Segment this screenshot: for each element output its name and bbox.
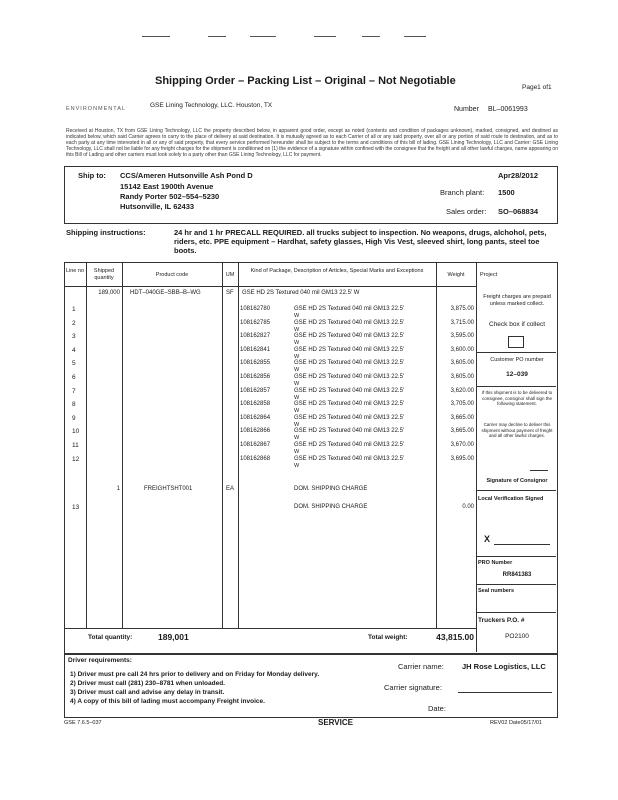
row-width-suffix: W [294,327,300,333]
freight-um: EA [226,486,235,492]
line13-number: 13 [72,504,80,511]
scan-mark [250,36,276,37]
decline-note: Carrier may decline to deliver this shipment without payment of freight and all other lawful charges. [481,422,553,438]
footer-right: REV02 Date05/17/01 [490,720,542,726]
row-line-number: 10 [72,428,80,435]
driver-item-4: 4) A copy of this bill of lading must accompany Freight invoice. [70,698,265,705]
main-um: SF [226,290,234,296]
footer-left: GSE 7.6.5–037 [64,720,102,726]
driver-item-2: 2) Driver must call (281) 230–8781 when unloaded. [70,680,225,687]
row-description: GSE HD 2S Textured 040 mil GM13 22.5' [294,415,405,421]
row-serial: 108162841 [240,347,271,353]
main-description: GSE HD 2S Textured 040 mil GM13 22.5' W [242,290,360,296]
side-divider [476,386,556,387]
row-line-number: 6 [72,374,76,381]
table-total-divider [64,628,476,629]
header-line: Line no [65,268,85,274]
branch-value: 1500 [498,188,515,197]
col-divider [238,262,239,628]
row-line-number: 3 [72,333,76,340]
col-divider [122,262,123,628]
page-number: Page1 of1 [522,84,552,91]
row-line-number: 5 [72,360,76,367]
row-description: GSE HD 2S Textured 040 mil GM13 22.5' [294,320,405,326]
number-value: BL–0061993 [488,106,528,113]
row-serial: 108162858 [240,401,271,407]
row-serial: 108162856 [240,374,271,380]
logo-text: ENVIRONMENTAL [66,106,126,112]
row-weight: 3,595.00 [450,333,474,339]
collect-label: Check box if collect [489,321,545,328]
ship-to-city: Hutsonville, IL 62433 [120,202,195,211]
branch-label: Branch plant: [440,188,485,197]
pro-value: RR841383 [502,572,532,578]
row-width-suffix: W [294,354,300,360]
legal-terms: Received at Houston, TX from GSE Lining Technology, LLC the property described below, in apparent good order, except as noted (contents and condition of packages unknown), marked, consigned, and destined as indicated below, which said Carrier agrees to carry to the place of delivery at said destination. It is mutually agreed as to each Carrier of all or any said property, over all or any portion of said route to destination, and as to each party at any time interested in all or any of said property, that every service performed hereunder shall be subject to the terms and conditions of this bill of lading. GSE Lining Technology, LLC and Carrier: GSE Lining Technology, LLC shall not be liable for any freight charges for the shipment is conditioned on (1) the evidence of a signature within confined with the consignee that the freight and all other lawful charges, name appearing on this Bill of Lading and other carriers must look solely to a party other than GSE Lining Technology, LLC for payment. [66,128,558,158]
scan-mark [404,36,426,37]
total-weight-value: 43,815.00 [436,632,474,642]
row-serial: 108162867 [240,442,271,448]
header-shipped: Shipped quantity [93,268,115,281]
po-value: 12–039 [506,371,528,378]
row-line-number: 11 [72,442,79,449]
sales-order-label: Sales order: [446,207,487,216]
row-description: GSE HD 2S Textured 040 mil GM13 22.5' [294,333,405,339]
signature-line [494,544,550,545]
row-description: GSE HD 2S Textured 040 mil GM13 22.5' [294,442,405,448]
row-width-suffix: W [294,422,300,428]
row-width-suffix: W [294,435,300,441]
row-width-suffix: W [294,340,300,346]
row-description: GSE HD 2S Textured 040 mil GM13 22.5' [294,428,405,434]
po-label: Customer PO number [490,357,544,363]
document-title: Shipping Order – Packing List – Original – Not Negotiable [155,75,456,87]
collect-checkbox[interactable] [508,336,524,348]
truckers-po-value: PO2100 [505,633,529,640]
row-serial: 108162866 [240,428,271,434]
row-line-number: 12 [72,456,80,463]
freight-product: FREIGHTSHT001 [144,486,193,492]
row-width-suffix: W [294,313,300,319]
freight-quantity: 1 [116,486,120,492]
scan-mark [142,36,170,37]
instructions-text: 24 hr and 1 hr PRECALL REQUIRED. all trucks subject to inspection. No weapons, drugs, alchohol, pets, riders, etc. PPE equipment – Hardhat, safety glasses, High Vis Vest, sleeved shirt, long pants, steel toe boots. [174,228,547,255]
row-width-suffix: W [294,395,300,401]
main-product: HDT–040GE–SBB–B–WG [130,290,201,296]
row-weight: 3,715.00 [450,320,474,326]
row-weight: 3,670.00 [450,442,474,448]
order-date: Apr28/2012 [498,171,539,180]
row-line-number: 4 [72,347,76,354]
local-verification-label: Local Verification Signed [478,496,544,502]
row-description: GSE HD 2S Textured 040 mil GM13 22.5' [294,347,405,353]
driver-title: Driver requirements: [68,657,132,664]
header-product: Product code [155,272,189,278]
row-serial: 108162857 [240,388,271,394]
total-quantity-value: 189,001 [158,632,189,642]
footer-center: SERVICE [318,718,353,727]
row-weight: 3,600.00 [450,347,474,353]
col-divider [436,262,437,628]
line13-weight: 0.00 [462,504,474,510]
header-project: Project [480,272,498,278]
row-weight: 3,605.00 [450,374,474,380]
sales-order-value: SO–068834 [498,207,539,216]
row-width-suffix: W [294,463,300,469]
consignor-signature-label: Signature of Consignor [486,478,548,484]
row-width-suffix: W [294,381,300,387]
prepaid-note: Freight charges are prepaid unless marked collect. [483,294,551,307]
truckers-po-label: Truckers P.O. # [478,617,525,624]
row-description: GSE HD 2S Textured 040 mil GM13 22.5' [294,388,405,394]
row-serial: 108162864 [240,415,271,421]
row-serial: 108162785 [240,320,271,326]
row-description: GSE HD 2S Textured 040 mil GM13 22.5' [294,456,405,462]
row-serial: 108162780 [240,306,271,312]
row-line-number: 9 [72,415,76,422]
row-width-suffix: W [294,449,300,455]
instructions-label: Shipping instructions: [66,228,146,237]
side-divider [476,490,556,491]
carrier-name-label: Carrier name: [398,662,444,671]
row-description: GSE HD 2S Textured 040 mil GM13 22.5' [294,401,405,407]
row-description: GSE HD 2S Textured 040 mil GM13 22.5' [294,306,405,312]
recourse-note: If this shipment is to be delivered to consignee, consignor shall sign the following statement. [481,390,553,406]
driver-item-3: 3) Driver must call and advise any delay in transit. [70,689,225,696]
row-width-suffix: W [294,408,300,414]
row-weight: 3,875.00 [450,306,474,312]
col-divider [476,262,477,652]
line13-description: DOM. SHIPPING CHARGE [294,504,368,510]
header-kind: Kind of Package, Description of Articles, Special Marks and Exceptions [250,268,424,274]
x-mark: X [484,534,491,544]
number-label: Number [454,106,479,113]
ship-to-name: CCS/Ameren Hutsonville Ash Pond D [120,171,253,180]
driver-item-1: 1) Driver must pre call 24 hrs prior to delivery and on Friday for Monday delivery. [70,671,320,678]
row-weight: 3,705.00 [450,401,474,407]
row-weight: 3,605.00 [450,360,474,366]
date-label: Date: [428,704,446,713]
carrier-name-value: JH Rose Logistics, LLC [462,662,546,671]
ship-to-contact: Randy Porter 502–554–5230 [120,192,220,201]
carrier-signature-label: Carrier signature: [384,683,442,692]
row-description: GSE HD 2S Textured 040 mil GM13 22.5' [294,374,405,380]
row-weight: 3,695.00 [450,456,474,462]
row-line-number: 7 [72,388,76,395]
total-weight-label: Total weight: [368,634,408,641]
scan-mark [362,36,380,37]
scan-mark [314,36,336,37]
row-line-number: 8 [72,401,76,408]
ship-to-label: Ship to: [78,171,106,180]
row-weight: 3,665.00 [450,415,474,421]
row-line-number: 2 [72,320,76,327]
col-divider [86,262,87,628]
main-quantity: 189,000 [98,290,120,296]
side-divider [476,612,556,613]
company-name: GSE Lining Technology, LLC. Houston, TX [150,102,273,109]
row-line-number: 1 [72,306,76,313]
row-weight: 3,620.00 [450,388,474,394]
header-weight: Weight [447,272,465,278]
scan-mark [208,36,226,37]
col-divider [222,262,223,628]
signature-line [530,470,548,471]
total-quantity-label: Total quantity: [88,634,133,641]
table-header-divider [64,286,476,287]
header-um: UM [225,272,235,278]
row-serial: 108162855 [240,360,271,366]
freight-description: DOM. SHIPPING CHARGE [294,486,368,492]
side-divider [476,352,556,353]
row-serial: 108162868 [240,456,271,462]
row-serial: 108162827 [240,333,271,339]
side-divider [476,584,556,585]
side-divider [476,556,556,557]
carrier-signature-line[interactable] [458,692,552,693]
seal-label: Seal numbers [478,588,515,594]
ship-to-address: 15142 East 1900th Avenue [120,182,214,191]
row-weight: 3,665.00 [450,428,474,434]
row-description: GSE HD 2S Textured 040 mil GM13 22.5' [294,360,405,366]
row-width-suffix: W [294,367,300,373]
pro-label: PRO Number [478,560,513,566]
